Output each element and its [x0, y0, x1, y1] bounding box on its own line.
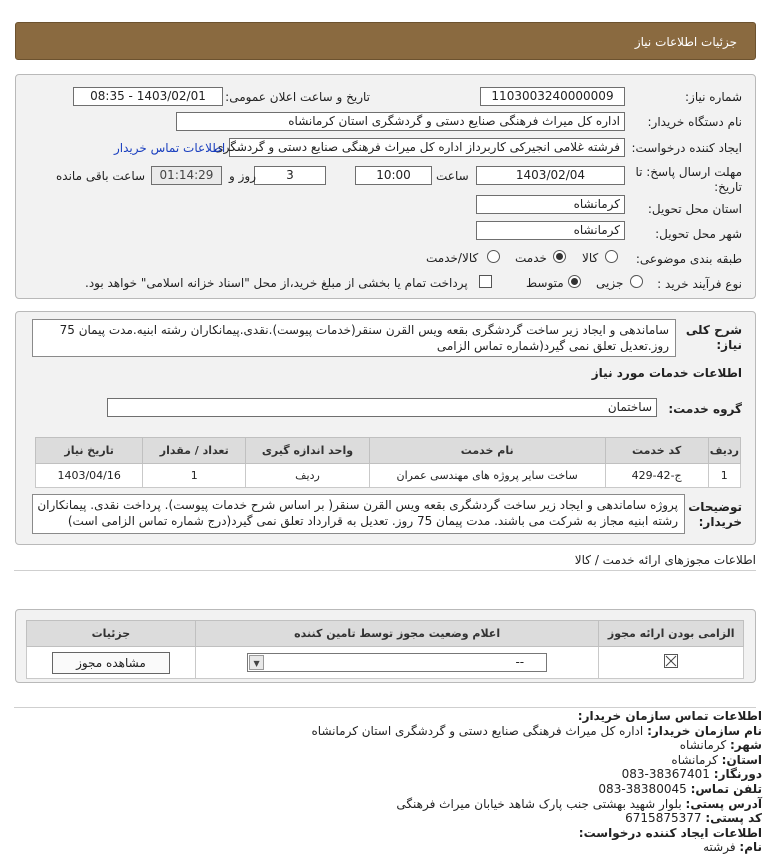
category-option-goods-service: کالا/خدمت: [426, 251, 479, 265]
contact-city-label: شهر:: [730, 738, 762, 753]
deadline-time-label: ساعت: [436, 169, 469, 183]
category-label: طبقه بندی موضوعی:: [635, 252, 742, 266]
contact-address-row: [22, 797, 762, 812]
summary-label-line2: نیاز:: [716, 338, 742, 352]
process-radio-medium[interactable]: [568, 275, 581, 288]
contact-address-label: آدرس پستی:: [685, 796, 762, 811]
col-name: نام خدمت: [369, 438, 605, 464]
cell-name: ساخت سایر پروژه های مهندسی عمران: [369, 464, 605, 488]
province-field: کرمانشاه: [476, 195, 625, 214]
contact-fax-row: [22, 767, 762, 782]
services-title: اطلاعات خدمات مورد نیاز: [591, 366, 742, 380]
contact-fax: 083-38367401: [621, 767, 710, 782]
category-radio-goods[interactable]: [605, 250, 618, 263]
city-label: شهر محل تحویل:: [655, 227, 742, 241]
permits-divider: [14, 570, 756, 571]
contact-city: کرمانشاه: [679, 738, 727, 753]
creator-name-row: [22, 840, 762, 855]
creator-title-row: [22, 826, 762, 841]
permit-status-select-value: --: [515, 655, 525, 669]
payment-treasury-checkbox[interactable]: [479, 275, 492, 288]
contact-address: بلوار شهید بهشتی جنب پارک شاهد خیابان میراث فرهنگی: [396, 796, 682, 811]
province-label: استان محل تحویل:: [647, 202, 742, 216]
remaining-time-field: 01:14:29: [151, 166, 222, 185]
contact-fax-label: دورنگار:: [713, 767, 762, 782]
col-qty: تعداد / مقدار: [143, 438, 246, 464]
table-row: [36, 464, 741, 488]
deadline-label-line2: تاریخ:: [714, 180, 742, 194]
cell-code: ج-42-429: [605, 464, 708, 488]
announce-date-label: تاریخ و ساعت اعلان عمومی:: [225, 90, 370, 104]
process-option-medium: متوسط: [526, 276, 564, 290]
creator-name-label: نام:: [739, 840, 762, 855]
deadline-date-field: 1403/02/04: [476, 166, 625, 185]
cell-date: 1403/04/16: [36, 464, 143, 488]
contact-province-label: استان:: [721, 752, 762, 767]
chevron-down-icon[interactable]: ▼: [249, 655, 264, 670]
service-group-label: گروه خدمت:: [668, 402, 742, 416]
permits-table: [26, 620, 744, 679]
contact-org: اداره کل میراث فرهنگی صنایع دستی و گردشگری استان کرمانشاه: [311, 723, 644, 738]
page-title: جزئیات اطلاعات نیاز: [634, 35, 737, 49]
creator-name: فرشته: [703, 840, 736, 855]
col-permit-details: جزئیات: [27, 621, 196, 647]
contact-org-row: [22, 724, 762, 739]
services-table-header: [36, 438, 741, 464]
summary-text: ساماندهی و ایجاد زیر ساخت گردشگری بقعه ویس القرن سنقر(خدمات پیوست).نقدی.پیمانکاران رشته ابنیه.مدت پیمان 75 روز.تعدیل تعلق نمی گیرد(شماره تماس الزامی: [32, 319, 676, 357]
city-field: کرمانشاه: [476, 221, 625, 240]
need-number-label: شماره نیاز:: [685, 90, 742, 104]
col-code: کد خدمت: [605, 438, 708, 464]
buyer-desc-label-line2: خریدار:: [698, 515, 742, 529]
service-group-field: ساختمان: [107, 398, 657, 417]
deadline-time-field: 10:00: [355, 166, 432, 185]
col-unit: واحد اندازه گیری: [246, 438, 369, 464]
contact-phone-label: تلفن تماس:: [690, 781, 762, 796]
contact-org-label: نام سازمان خریدار:: [647, 723, 762, 738]
services-table: [35, 437, 741, 488]
contact-phone-row: [22, 782, 762, 797]
process-option-partial: جزیی: [596, 276, 624, 290]
contact-postal: 6715875377: [625, 811, 702, 826]
contact-section: [22, 709, 762, 855]
col-permit-required: الزامی بودن ارائه مجوز: [599, 621, 744, 647]
col-date: تاریخ نیاز: [36, 438, 143, 464]
buyer-desc-line-1: پروژه ساماندهی و ایجاد زیر ساخت گردشگری بقعه ویس القرن سنقر( بر اساس شرح خدمات پیوست). پرداخت نقدی. پیمانکاران: [37, 498, 678, 512]
creator-title: اطلاعات ایجاد کننده درخواست:: [578, 825, 762, 840]
category-radio-goods-service[interactable]: [487, 250, 500, 263]
buyer-desc-line-2: رشته ابنیه مجاز به شرکت می باشند. مدت پیمان 75 روز. تعدیل به قرارداد تعلق نمی گیرد(درج شماره تماس الزامی است): [67, 514, 678, 528]
permit-required-cell: [599, 647, 744, 679]
summary-label-line1: شرح کلی: [685, 323, 742, 337]
cell-qty: 1: [143, 464, 246, 488]
category-option-goods: کالا: [582, 251, 599, 265]
checkbox-x-icon[interactable]: [664, 654, 678, 668]
buyer-org-label: نام دستگاه خریدار:: [647, 115, 742, 129]
deadline-label-line1: مهلت ارسال پاسخ: تا: [635, 165, 742, 179]
table-row: [27, 647, 744, 679]
contact-province: کرمانشاه: [671, 752, 718, 767]
contact-title-row: [22, 709, 762, 724]
contact-divider: [14, 707, 756, 708]
cell-row: 1: [708, 464, 740, 488]
page-header: [15, 22, 756, 60]
announce-date-field: 1403/02/01 - 08:35: [73, 87, 223, 106]
col-row: ردیف: [708, 438, 740, 464]
permits-table-header: [27, 621, 744, 647]
buyer-desc-box: [32, 494, 685, 534]
cell-unit: ردیف: [246, 464, 369, 488]
col-permit-status: اعلام وضعیت مجوز توسط تامین کننده: [195, 621, 599, 647]
permit-status-select[interactable]: [247, 653, 547, 672]
creator-field: فرشته غلامی انجیرکی کاربرداز اداره کل میراث فرهنگی صنایع دستی و گردشگری: [229, 138, 625, 157]
view-permit-button[interactable]: [52, 652, 170, 674]
permit-status-cell: [195, 647, 599, 679]
contact-province-row: [22, 753, 762, 768]
category-radio-service[interactable]: [553, 250, 566, 263]
view-permit-button-label: مشاهده مجوز: [76, 655, 146, 670]
creator-label: ایجاد کننده درخواست:: [631, 141, 742, 155]
contact-postal-label: کد پستی:: [705, 811, 762, 826]
contact-title: اطلاعات تماس سازمان خریدار:: [577, 709, 762, 723]
need-number-field: 1103003240000009: [480, 87, 625, 106]
remaining-days-label: روز و: [229, 169, 256, 183]
payment-treasury-note: پرداخت تمام یا بخشی از مبلغ خرید،از محل "اسناد خزانه اسلامی" خواهد بود.: [85, 276, 468, 290]
remaining-days-field: 3: [254, 166, 326, 185]
buyer-desc-label-line1: توضیحات: [688, 500, 742, 514]
process-radio-partial[interactable]: [630, 275, 643, 288]
process-label: نوع فرآیند خرید :: [657, 277, 742, 291]
contact-city-row: [22, 738, 762, 753]
buyer-contact-link[interactable]: اطلاعات تماس خریدار: [114, 141, 226, 155]
permits-title: اطلاعات مجوزهای ارائه خدمت / کالا: [574, 553, 756, 567]
permit-details-cell: [27, 647, 196, 679]
category-option-service: خدمت: [515, 251, 547, 265]
remaining-time-label: ساعت باقی مانده: [56, 169, 146, 183]
contact-postal-row: [22, 811, 762, 826]
buyer-org-field: اداره کل میراث فرهنگی صنایع دستی و گردشگری استان کرمانشاه: [176, 112, 625, 131]
contact-phone: 083-38380045: [598, 781, 687, 796]
